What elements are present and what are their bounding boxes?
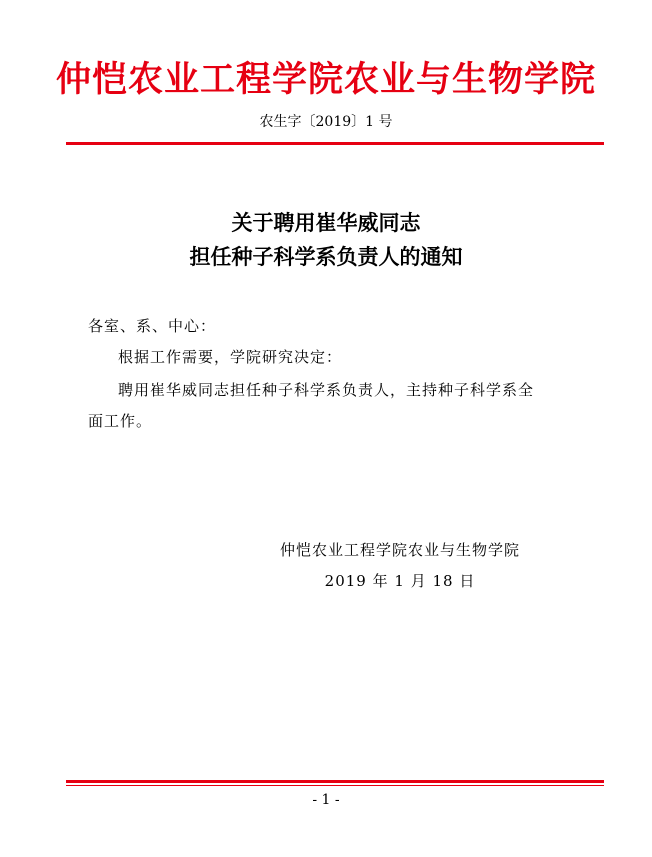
header-organization-title: 仲恺农业工程学院农业与生物学院 [55,60,596,100]
notice-title-line1: 关于聘用崔华威同志 [231,211,421,235]
document-number: 农生字〔2019〕1 号 [259,114,393,130]
signature-date: 2019 年 1 月 18 日 [324,572,476,590]
footer-red-rule-thick [66,780,604,783]
salutation: 各室、系、中心： [88,317,217,335]
body-paragraph-2-line-2: 面工作。 [88,412,153,430]
body-paragraph-1: 根据工作需要，学院研究决定： [118,348,343,366]
notice-title-line2: 担任种子科学系负责人的通知 [189,245,463,269]
footer-red-rule-thin [66,785,604,786]
header-red-rule [66,142,604,145]
signature-organization: 仲恺农业工程学院农业与生物学院 [279,541,520,559]
body-paragraph-2-line-1: 聘用崔华威同志担任种子科学系负责人，主持种子科学系全 [118,381,535,399]
page-number: - 1 - [312,792,340,808]
